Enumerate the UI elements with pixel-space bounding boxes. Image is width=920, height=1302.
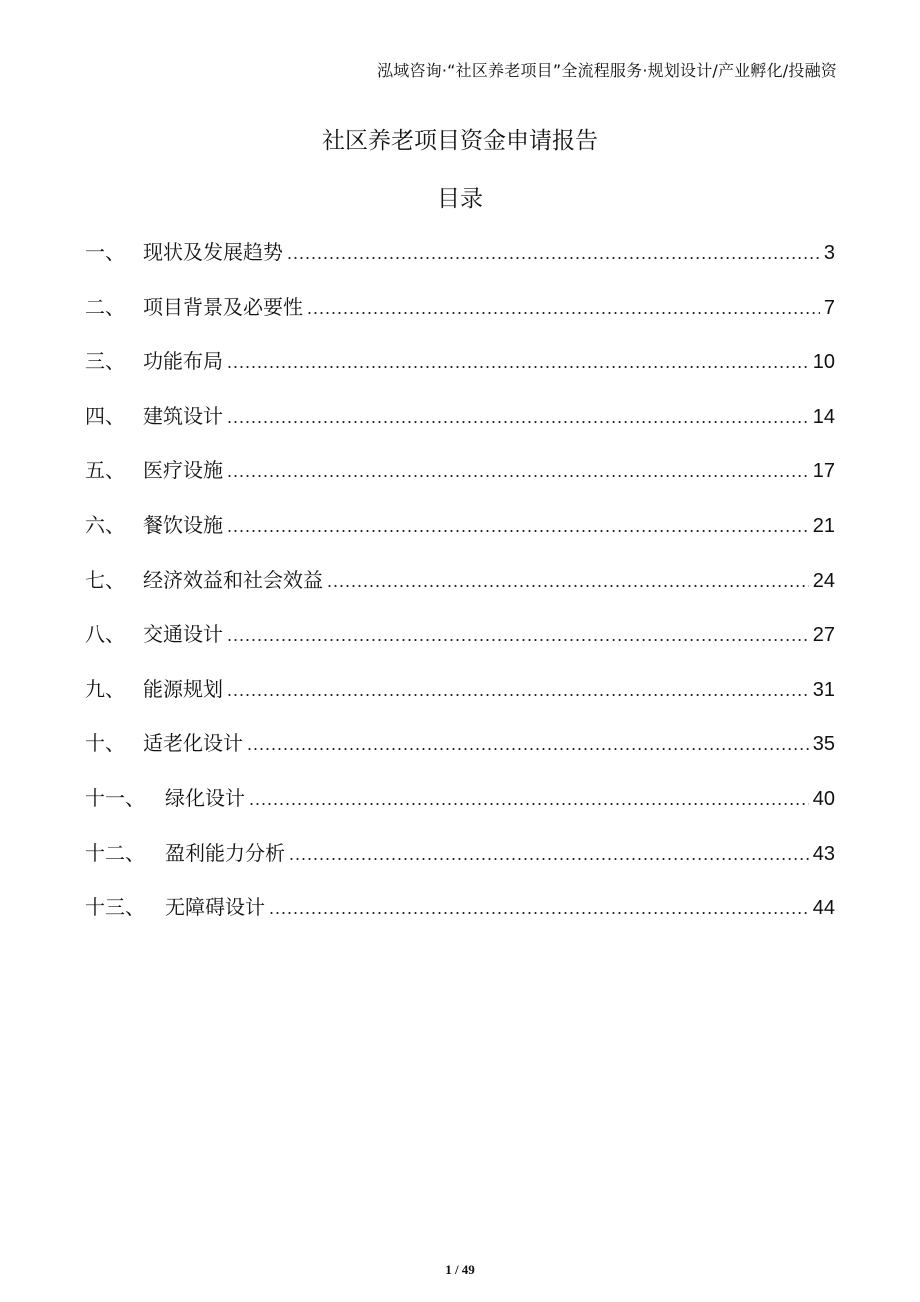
toc-entry-number: 九、 bbox=[85, 676, 125, 701]
page-number: 1 / 49 bbox=[445, 1262, 475, 1277]
toc-entry-label: 交通设计 bbox=[143, 622, 223, 647]
toc-entry-label: 盈利能力分析 bbox=[165, 840, 285, 865]
dot-leader bbox=[227, 352, 809, 373]
toc-heading: 目录 bbox=[437, 186, 483, 212]
dot-leader bbox=[327, 571, 809, 592]
document-title: 社区养老项目资金申请报告 bbox=[322, 128, 598, 154]
toc-entry-label: 适老化设计 bbox=[143, 731, 243, 756]
toc-entry[interactable] bbox=[85, 782, 835, 837]
toc-entry[interactable] bbox=[85, 891, 835, 946]
toc-entry-page: 3 bbox=[823, 242, 835, 264]
toc-entry-label: 餐饮设施 bbox=[143, 512, 223, 537]
toc-entry[interactable] bbox=[85, 400, 835, 455]
toc-entry-page: 10 bbox=[812, 351, 835, 374]
toc-entry-number: 二、 bbox=[85, 294, 125, 319]
toc-entry[interactable] bbox=[85, 564, 835, 619]
toc-entry-number: 六、 bbox=[85, 512, 125, 537]
toc-entry-number: 一、 bbox=[85, 240, 125, 264]
toc-entry-label: 经济效益和社会效益 bbox=[143, 567, 323, 592]
toc-entry-page: 17 bbox=[812, 460, 835, 483]
toc-entry-page: 35 bbox=[812, 733, 835, 756]
toc-entry-number: 五、 bbox=[85, 458, 125, 483]
toc-entry-page: 27 bbox=[812, 624, 835, 647]
toc-entry-page: 24 bbox=[812, 569, 835, 592]
toc-entry[interactable] bbox=[85, 291, 835, 346]
toc-entry-page: 31 bbox=[812, 678, 835, 701]
toc-entry-page: 40 bbox=[812, 787, 835, 810]
toc-entry-number: 四、 bbox=[85, 403, 125, 428]
toc-entry[interactable] bbox=[85, 673, 835, 728]
table-of-contents bbox=[85, 236, 835, 946]
dot-leader bbox=[227, 516, 809, 537]
dot-leader bbox=[227, 407, 809, 428]
toc-entry-number: 十三、 bbox=[85, 895, 145, 920]
dot-leader bbox=[249, 789, 809, 810]
toc-entry[interactable] bbox=[85, 236, 835, 291]
toc-entry-label: 无障碍设计 bbox=[165, 895, 265, 920]
toc-entry-number: 十二、 bbox=[85, 840, 145, 865]
toc-entry-number: 十一、 bbox=[85, 785, 145, 810]
dot-leader bbox=[247, 734, 809, 755]
toc-entry[interactable] bbox=[85, 837, 835, 892]
dot-leader bbox=[227, 625, 809, 646]
toc-entry-label: 绿化设计 bbox=[165, 785, 245, 810]
toc-entry[interactable] bbox=[85, 618, 835, 673]
toc-entry-label: 建筑设计 bbox=[143, 403, 223, 428]
toc-entry[interactable] bbox=[85, 454, 835, 509]
dot-leader bbox=[307, 298, 820, 319]
toc-entry-number: 八、 bbox=[85, 622, 125, 647]
dot-leader bbox=[227, 461, 809, 482]
dot-leader bbox=[287, 243, 820, 264]
dot-leader bbox=[227, 680, 809, 701]
toc-entry-page: 44 bbox=[812, 897, 835, 920]
toc-entry-number: 十、 bbox=[85, 731, 125, 756]
toc-entry-label: 医疗设施 bbox=[143, 458, 223, 483]
toc-entry[interactable] bbox=[85, 345, 835, 400]
dot-leader bbox=[289, 844, 809, 865]
toc-entry-label: 现状及发展趋势 bbox=[143, 240, 283, 264]
toc-entry[interactable] bbox=[85, 509, 835, 564]
dot-leader bbox=[269, 898, 809, 919]
toc-entry-page: 14 bbox=[812, 405, 835, 428]
page-header: 泓域咨询·“社区养老项目”全流程服务·规划设计/产业孵化/投融资 bbox=[377, 61, 837, 80]
toc-entry-label: 能源规划 bbox=[143, 676, 223, 701]
toc-entry-label: 项目背景及必要性 bbox=[143, 294, 303, 319]
toc-entry-page: 21 bbox=[812, 514, 835, 537]
toc-entry-number: 三、 bbox=[85, 349, 125, 374]
toc-entry-number: 七、 bbox=[85, 567, 125, 592]
toc-entry-page: 7 bbox=[823, 296, 835, 319]
toc-entry[interactable] bbox=[85, 727, 835, 782]
toc-entry-label: 功能布局 bbox=[143, 349, 223, 374]
toc-entry-page: 43 bbox=[812, 842, 835, 865]
